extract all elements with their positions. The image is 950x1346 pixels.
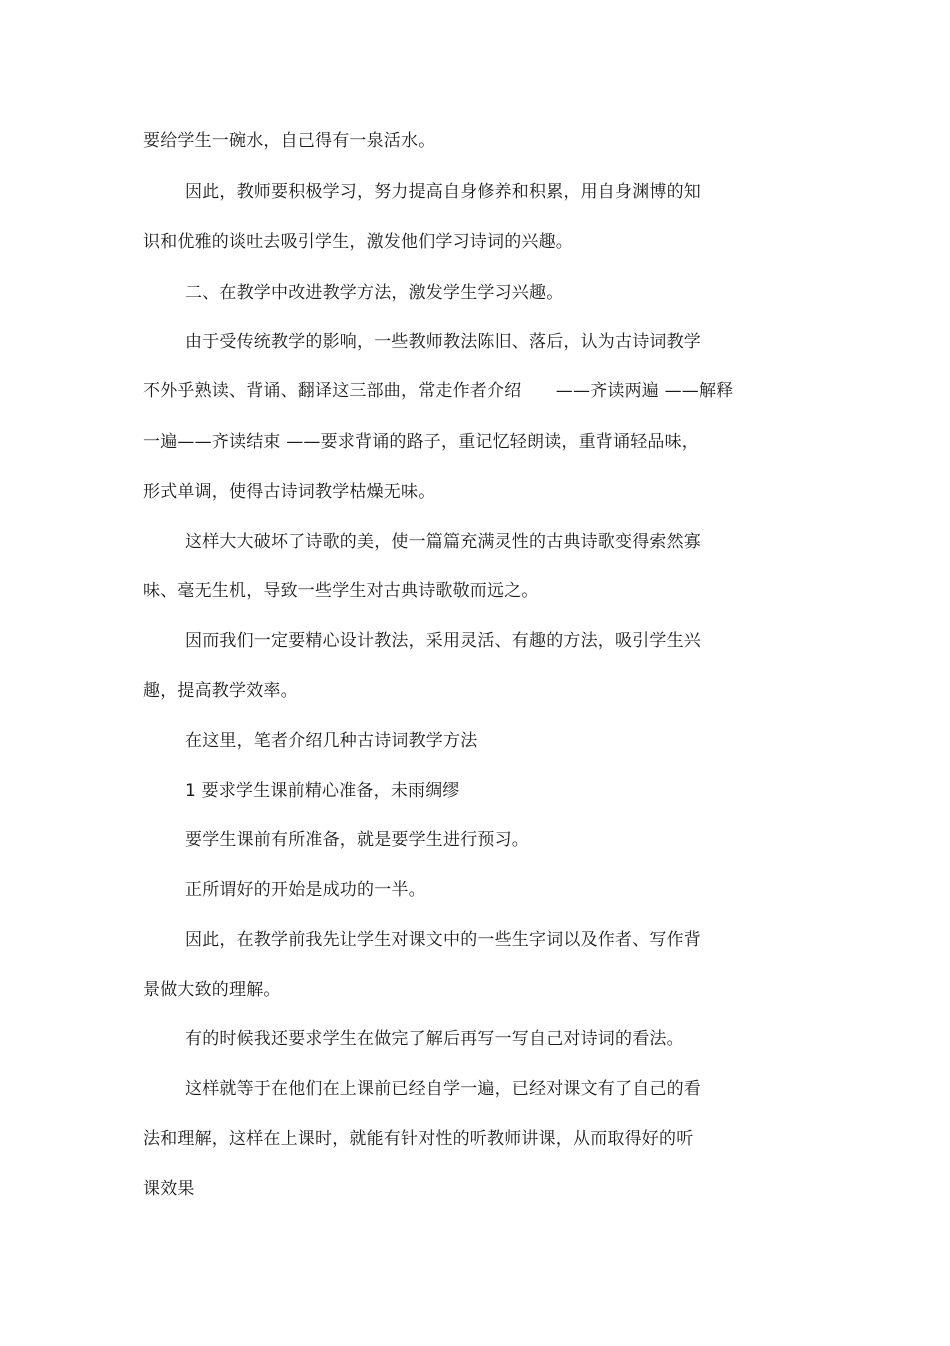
text-line: 趣，提高教学效率。 xyxy=(143,681,298,701)
text-line: 形式单调，使得古诗词教学枯燥无味。 xyxy=(143,482,436,502)
text-line: 因而我们一定要精心设计教法，采用灵活、有趣的方法，吸引学生兴 xyxy=(185,631,701,651)
text-line: 要学生课前有所准备，就是要学生进行预习。 xyxy=(185,830,529,850)
text-line: 在这里，笔者介绍几种古诗词教学方法 xyxy=(185,731,478,751)
text-line: 正所谓好的开始是成功的一半。 xyxy=(185,880,426,900)
section-heading: 二、在教学中改进教学方法，激发学生学习兴趣。 xyxy=(185,283,564,303)
text-line: 有的时候我还要求学生在做完了解后再写一写自己对诗词的看法。 xyxy=(185,1029,684,1049)
text-line: 法和理解，这样在上课时，就能有针对性的听教师讲课，从而取得好的听 xyxy=(143,1129,694,1149)
text-line: 因此，在教学前我先让学生对课文中的一些生字词以及作者、写作背 xyxy=(185,930,701,950)
text-line: 由于受传统教学的影响，一些教师教法陈旧、落后，认为古诗词教学 xyxy=(185,332,701,352)
text-line: 味、毫无生机，导致一些学生对古典诗歌敬而远之。 xyxy=(143,581,539,601)
text-line: 课效果 xyxy=(143,1179,195,1199)
text-line: 因此，教师要积极学习，努力提高自身修养和积累，用自身渊博的知 xyxy=(185,182,701,202)
text-line: 要给学生一碗水，自己得有一泉活水。 xyxy=(143,131,436,151)
text-line: 识和优雅的谈吐去吸引学生，激发他们学习诗词的兴趣。 xyxy=(143,232,573,252)
text-line: 这样大大破坏了诗歌的美，使一篇篇充满灵性的古典诗歌变得索然寡 xyxy=(185,532,701,552)
text-line: 这样就等于在他们在上课前已经自学一遍，已经对课文有了自己的看 xyxy=(185,1079,701,1099)
text-line: 不外乎熟读、背诵、翻译这三部曲，常走作者介绍 ——齐读两遍 ——解释 xyxy=(143,381,734,401)
text-line: 景做大致的理解。 xyxy=(143,980,281,1000)
text-line: 一遍——齐读结束 ——要求背诵的路子，重记忆轻朗读，重背诵轻品味， xyxy=(143,432,700,452)
subsection-heading: 1 要求学生课前精心准备，未雨绸缪 xyxy=(185,781,460,801)
